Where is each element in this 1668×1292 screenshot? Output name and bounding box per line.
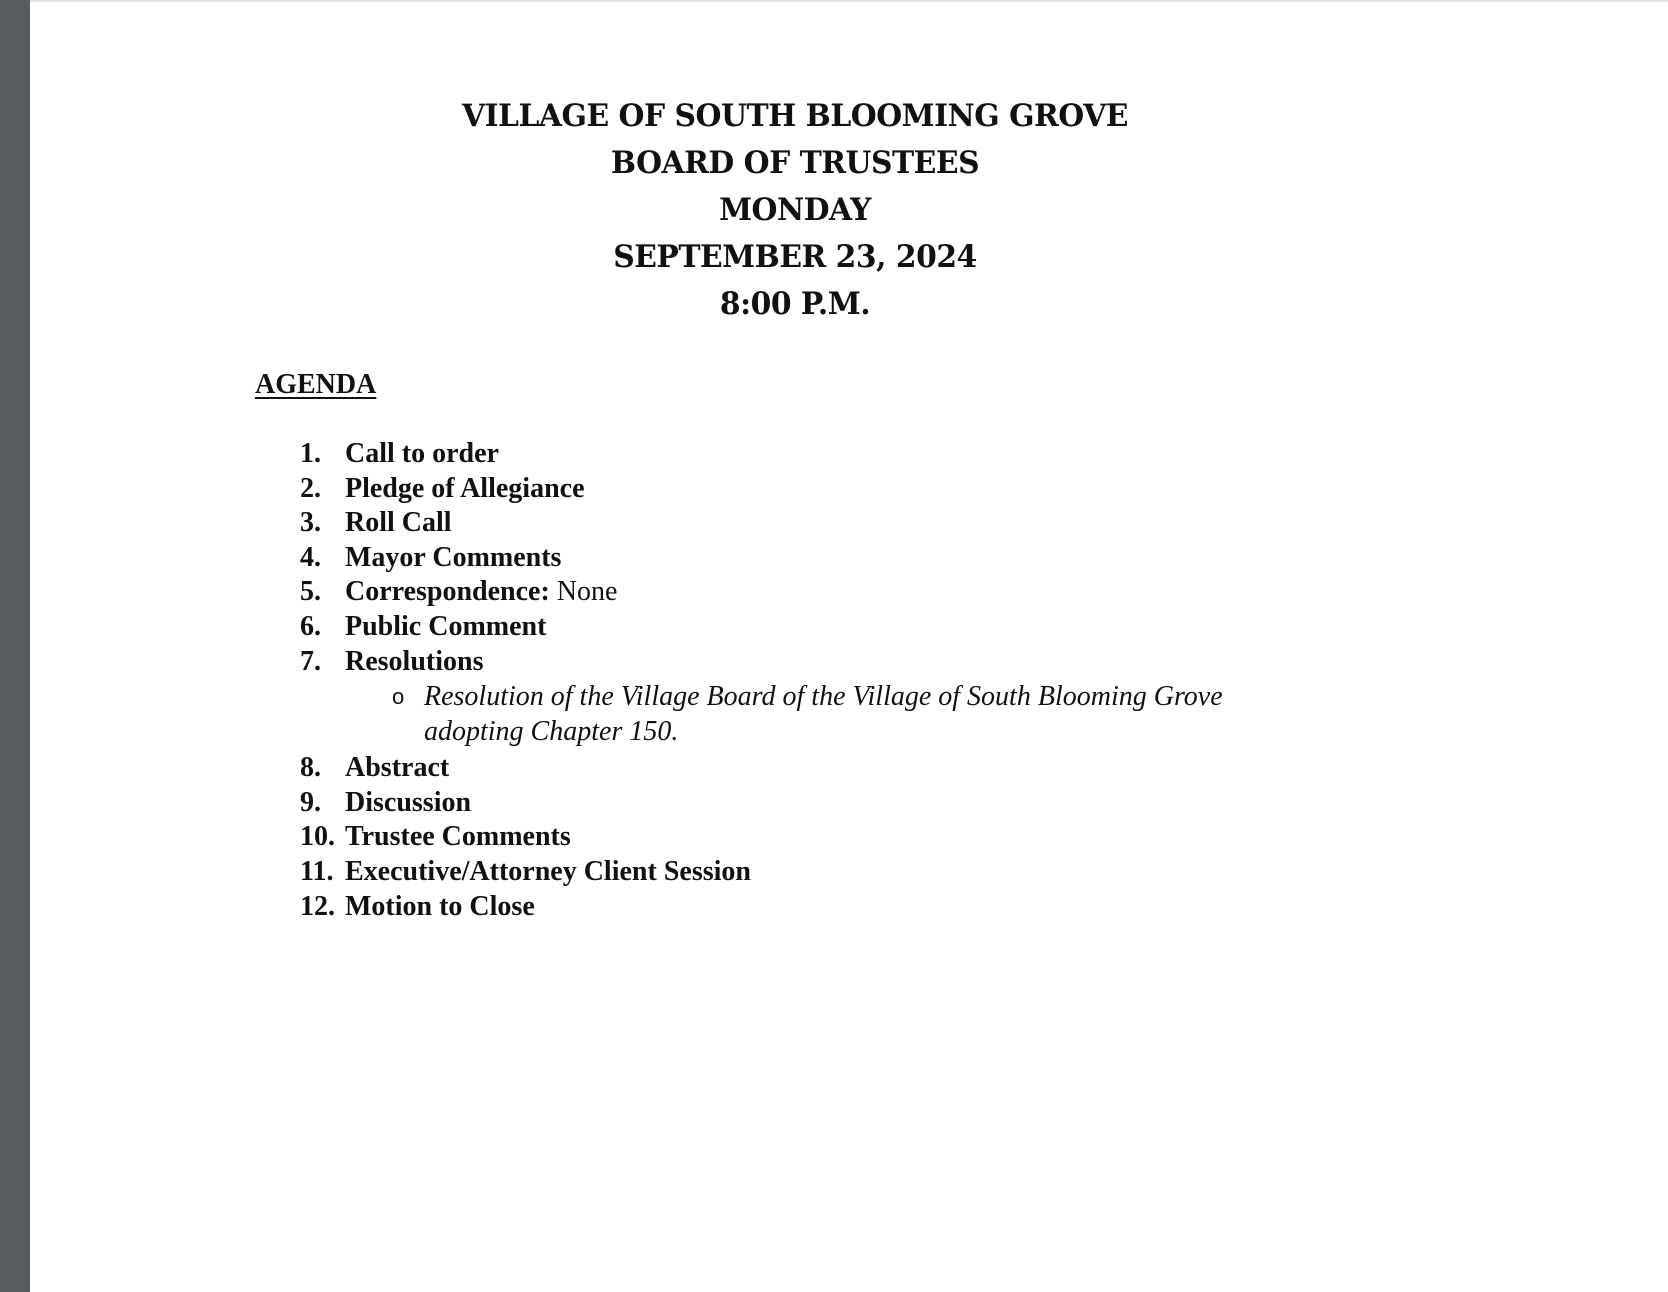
heading-day: MONDAY bbox=[719, 192, 871, 228]
agenda-item-number: 1. bbox=[300, 438, 321, 469]
agenda-item bbox=[300, 751, 1380, 786]
agenda-item bbox=[300, 645, 1380, 680]
agenda-item-number: 3. bbox=[300, 507, 321, 539]
heading-time: 8:00 P.M. bbox=[719, 286, 871, 322]
page-top-edge bbox=[30, 0, 1668, 3]
agenda-item bbox=[300, 610, 1380, 645]
agenda-item bbox=[300, 786, 1380, 821]
resolution-text-line-2: adopting Chapter 150. bbox=[424, 716, 679, 748]
document-heading bbox=[61, 93, 1530, 328]
agenda-item bbox=[300, 890, 1380, 925]
agenda-item bbox=[300, 506, 1380, 541]
agenda-item-label: Abstract bbox=[345, 752, 450, 784]
heading-date: SEPTEMBER 23, 2024 bbox=[613, 239, 977, 275]
agenda-item-detail: None bbox=[549, 576, 618, 608]
heading-village-name: VILLAGE OF SOUTH BLOOMING GROVE bbox=[461, 98, 1129, 134]
agenda-item-number: 12. bbox=[300, 890, 335, 922]
agenda-item bbox=[300, 575, 1380, 610]
agenda-item-number: 9. bbox=[300, 786, 321, 818]
agenda-item-number: 7. bbox=[300, 645, 321, 677]
agenda-item-label: Executive/Attorney Client Session bbox=[345, 855, 751, 887]
agenda-item-number: 10. bbox=[300, 821, 335, 853]
hollow-bullet-icon: o bbox=[392, 684, 405, 710]
agenda-item-number: 2. bbox=[300, 472, 321, 504]
heading-board-name: BOARD OF TRUSTEES bbox=[610, 145, 980, 181]
resolution-sub-item bbox=[300, 679, 1324, 751]
viewer-gutter bbox=[0, 0, 30, 1292]
agenda-item-label: Resolutions bbox=[345, 645, 484, 677]
agenda-item bbox=[300, 437, 1380, 472]
agenda-item-number: 6. bbox=[300, 610, 321, 642]
agenda-item bbox=[300, 472, 1380, 507]
agenda-item bbox=[300, 855, 1380, 890]
agenda-item-number: 8. bbox=[300, 752, 321, 784]
agenda-item-label: Mayor Comments bbox=[345, 541, 562, 573]
agenda-item-number: 4. bbox=[300, 541, 321, 573]
agenda-item bbox=[300, 541, 1380, 576]
agenda-item-number: 5. bbox=[300, 576, 321, 608]
agenda-item bbox=[300, 820, 1380, 855]
agenda-item-label: Call to order bbox=[345, 438, 499, 469]
agenda-item-label: Public Comment bbox=[345, 610, 547, 642]
agenda-item-label: Motion to Close bbox=[345, 890, 535, 922]
agenda-item-number: 11. bbox=[300, 855, 334, 887]
agenda-item-label: Discussion bbox=[345, 786, 472, 818]
resolution-text-line-1: Resolution of the Village Board of the Village of South Blooming Grove bbox=[424, 681, 1223, 713]
agenda-item-label: Pledge of Allegiance bbox=[345, 472, 585, 504]
agenda-item-label: Correspondence: bbox=[345, 576, 550, 608]
agenda-item-label: Trustee Comments bbox=[345, 821, 571, 853]
agenda-list bbox=[300, 437, 1380, 924]
agenda-title: AGENDA bbox=[255, 369, 377, 400]
agenda-item-label: Roll Call bbox=[345, 507, 452, 539]
